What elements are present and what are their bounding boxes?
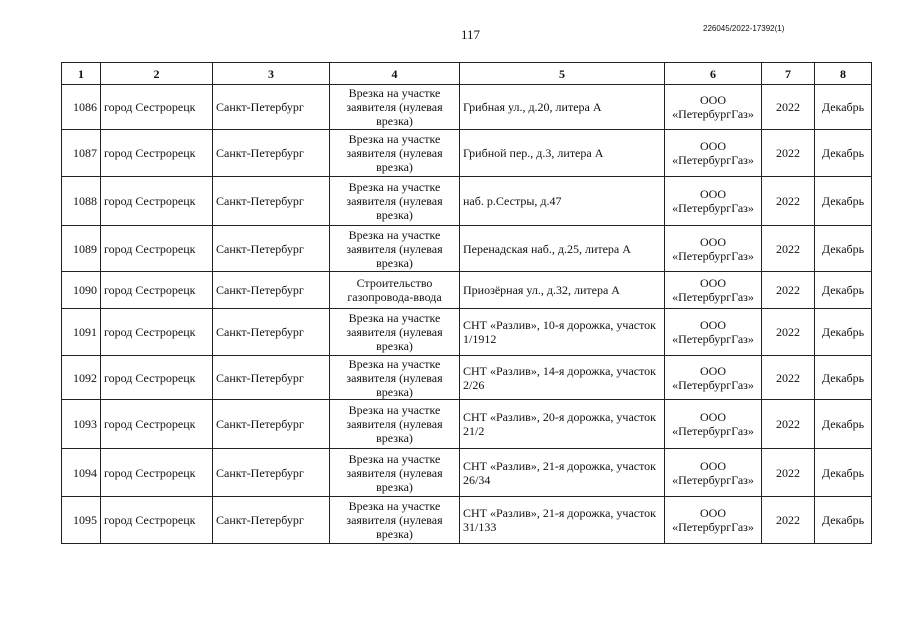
year-cell: 2022 — [762, 177, 815, 226]
table-row — [62, 177, 872, 226]
row-number-cell: 1086 — [62, 85, 101, 130]
column-header: 2 — [101, 63, 213, 85]
region-cell: Санкт-Петербург — [213, 85, 330, 130]
region-cell: Санкт-Петербург — [213, 497, 330, 544]
work-type-cell: Врезка на участке заявителя (нулевая врезка) — [330, 356, 460, 400]
organization-cell: ООО «ПетербургГаз» — [665, 177, 762, 226]
city-cell: город Сестрорецк — [101, 226, 213, 272]
organization-cell: ООО «ПетербургГаз» — [665, 356, 762, 400]
work-type-cell: Врезка на участке заявителя (нулевая врезка) — [330, 309, 460, 356]
year-cell: 2022 — [762, 85, 815, 130]
city-cell: город Сестрорецк — [101, 400, 213, 449]
city-cell: город Сестрорецк — [101, 497, 213, 544]
address-cell: СНТ «Разлив», 10-я дорожка, участок 1/1912 — [460, 309, 665, 356]
work-type-cell: Врезка на участке заявителя (нулевая врезка) — [330, 85, 460, 130]
organization-cell: ООО «ПетербургГаз» — [665, 272, 762, 309]
region-cell: Санкт-Петербург — [213, 177, 330, 226]
city-cell: город Сестрорецк — [101, 177, 213, 226]
region-cell: Санкт-Петербург — [213, 309, 330, 356]
month-cell: Декабрь — [815, 497, 872, 544]
region-cell: Санкт-Петербург — [213, 226, 330, 272]
region-cell: Санкт-Петербург — [213, 356, 330, 400]
year-cell: 2022 — [762, 497, 815, 544]
city-cell: город Сестрорецк — [101, 449, 213, 497]
city-cell: город Сестрорецк — [101, 272, 213, 309]
table-row — [62, 130, 872, 177]
column-header: 7 — [762, 63, 815, 85]
address-cell: Перенадская наб., д.25, литера А — [460, 226, 665, 272]
address-cell: Грибная ул., д.20, литера А — [460, 85, 665, 130]
table-row — [62, 85, 872, 130]
month-cell: Декабрь — [815, 226, 872, 272]
column-header: 3 — [213, 63, 330, 85]
table-row — [62, 449, 872, 497]
year-cell: 2022 — [762, 449, 815, 497]
city-cell: город Сестрорецк — [101, 356, 213, 400]
table-row — [62, 272, 872, 309]
work-type-cell: Врезка на участке заявителя (нулевая врезка) — [330, 226, 460, 272]
row-number-cell: 1088 — [62, 177, 101, 226]
table-header-row — [62, 63, 872, 85]
work-type-cell: Врезка на участке заявителя (нулевая врезка) — [330, 400, 460, 449]
table-row — [62, 400, 872, 449]
region-cell: Санкт-Петербург — [213, 130, 330, 177]
month-cell: Декабрь — [815, 309, 872, 356]
city-cell: город Сестрорецк — [101, 130, 213, 177]
month-cell: Декабрь — [815, 356, 872, 400]
address-cell: Приозёрная ул., д.32, литера А — [460, 272, 665, 309]
address-cell: наб. р.Сестры, д.47 — [460, 177, 665, 226]
address-cell: СНТ «Разлив», 20-я дорожка, участок 21/2 — [460, 400, 665, 449]
region-cell: Санкт-Петербург — [213, 449, 330, 497]
row-number-cell: 1090 — [62, 272, 101, 309]
column-header: 6 — [665, 63, 762, 85]
organization-cell: ООО «ПетербургГаз» — [665, 130, 762, 177]
table-row — [62, 356, 872, 400]
table-row — [62, 226, 872, 272]
month-cell: Декабрь — [815, 177, 872, 226]
column-header: 4 — [330, 63, 460, 85]
month-cell: Декабрь — [815, 85, 872, 130]
month-cell: Декабрь — [815, 400, 872, 449]
table-row — [62, 497, 872, 544]
month-cell: Декабрь — [815, 449, 872, 497]
address-cell: СНТ «Разлив», 14-я дорожка, участок 2/26 — [460, 356, 665, 400]
year-cell: 2022 — [762, 400, 815, 449]
work-type-cell: Врезка на участке заявителя (нулевая врезка) — [330, 449, 460, 497]
row-number-cell: 1092 — [62, 356, 101, 400]
row-number-cell: 1091 — [62, 309, 101, 356]
gas-connection-table — [61, 62, 872, 544]
city-cell: город Сестрорецк — [101, 309, 213, 356]
year-cell: 2022 — [762, 226, 815, 272]
city-cell: город Сестрорецк — [101, 85, 213, 130]
month-cell: Декабрь — [815, 130, 872, 177]
organization-cell: ООО «ПетербургГаз» — [665, 449, 762, 497]
organization-cell: ООО «ПетербургГаз» — [665, 85, 762, 130]
year-cell: 2022 — [762, 309, 815, 356]
region-cell: Санкт-Петербург — [213, 400, 330, 449]
column-header: 1 — [62, 63, 101, 85]
address-cell: СНТ «Разлив», 21-я дорожка, участок 31/133 — [460, 497, 665, 544]
table-row — [62, 309, 872, 356]
year-cell: 2022 — [762, 356, 815, 400]
column-header: 5 — [460, 63, 665, 85]
month-cell: Декабрь — [815, 272, 872, 309]
organization-cell: ООО «ПетербургГаз» — [665, 309, 762, 356]
organization-cell: ООО «ПетербургГаз» — [665, 497, 762, 544]
work-type-cell: Строительство газопровода-ввода — [330, 272, 460, 309]
row-number-cell: 1087 — [62, 130, 101, 177]
work-type-cell: Врезка на участке заявителя (нулевая врезка) — [330, 130, 460, 177]
address-cell: СНТ «Разлив», 21-я дорожка, участок 26/34 — [460, 449, 665, 497]
year-cell: 2022 — [762, 130, 815, 177]
page-number: 117 — [461, 27, 481, 42]
work-type-cell: Врезка на участке заявителя (нулевая врезка) — [330, 497, 460, 544]
work-type-cell: Врезка на участке заявителя (нулевая врезка) — [330, 177, 460, 226]
address-cell: Грибной пер., д.3, литера А — [460, 130, 665, 177]
row-number-cell: 1095 — [62, 497, 101, 544]
region-cell: Санкт-Петербург — [213, 272, 330, 309]
row-number-cell: 1089 — [62, 226, 101, 272]
organization-cell: ООО «ПетербургГаз» — [665, 400, 762, 449]
document-reference: 226045/2022-17392(1) — [703, 24, 785, 33]
column-header: 8 — [815, 63, 872, 85]
organization-cell: ООО «ПетербургГаз» — [665, 226, 762, 272]
row-number-cell: 1094 — [62, 449, 101, 497]
row-number-cell: 1093 — [62, 400, 101, 449]
year-cell: 2022 — [762, 272, 815, 309]
